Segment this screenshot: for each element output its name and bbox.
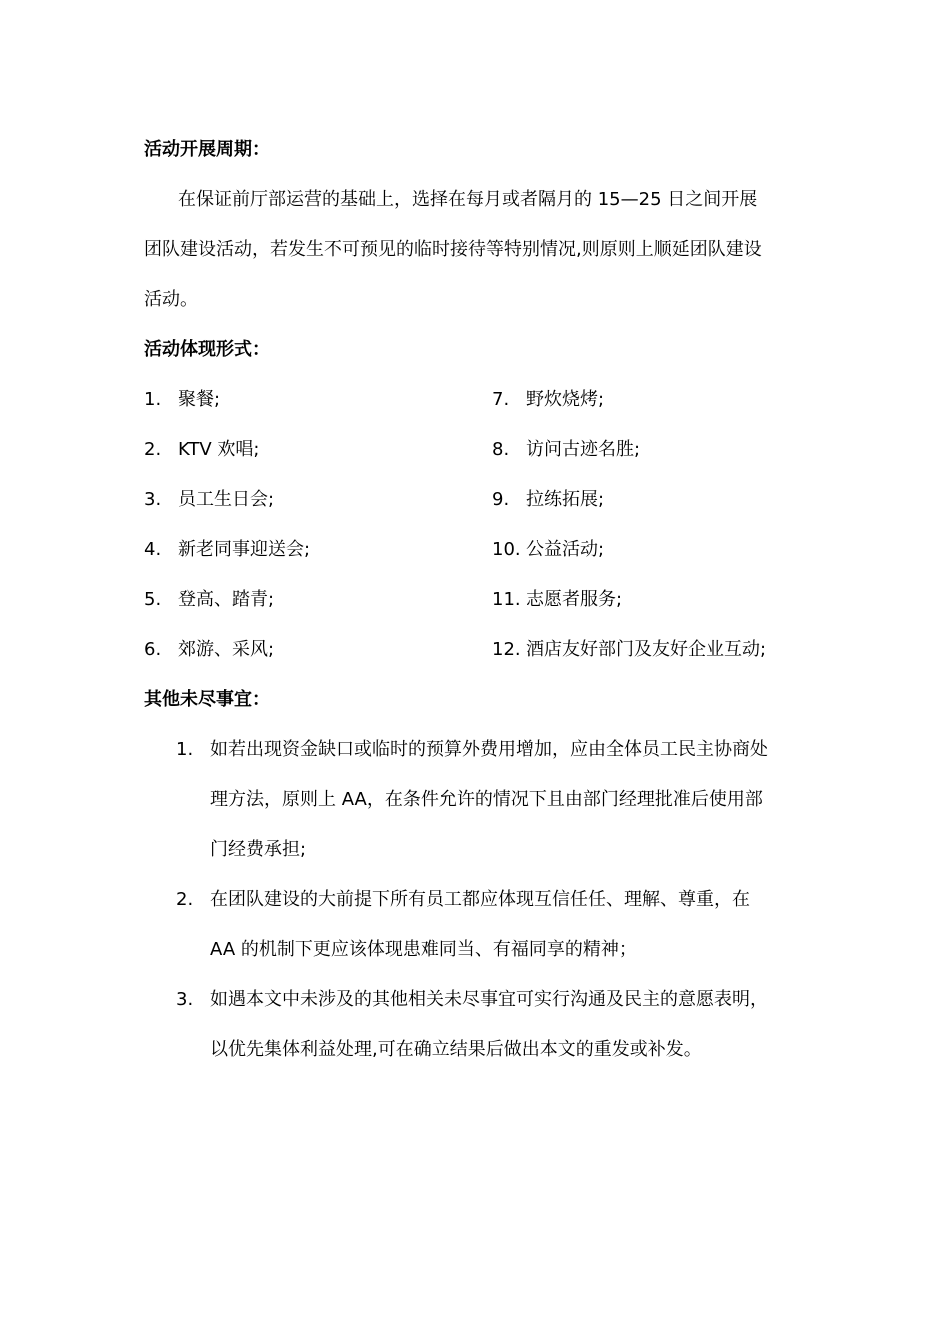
list-item: 郊游、采风; <box>178 639 275 660</box>
list-item: 野炊烧烤; <box>526 389 605 410</box>
list-number: 2. <box>144 439 162 460</box>
list-number: 3. <box>144 489 162 510</box>
paragraph-line: 活动。 <box>144 289 198 310</box>
list-item: 聚餐; <box>178 389 221 410</box>
list-item: 志愿者服务; <box>526 589 623 610</box>
list-item: 公益活动; <box>526 539 605 560</box>
list-number: 3. <box>176 989 194 1010</box>
paragraph-line: 在保证前厅部运营的基础上，选择在每月或者隔月的 15—25 日之间开展 <box>178 189 758 210</box>
list-number: 11. <box>492 589 521 610</box>
list-item-line: 如若出现资金缺口或临时的预算外费用增加，应由全体员工民主协商处 <box>210 739 768 760</box>
list-number: 10. <box>492 539 521 560</box>
list-item: KTV 欢唱; <box>178 439 260 460</box>
list-item: 酒店友好部门及友好企业互动; <box>526 639 767 660</box>
list-item: 登高、踏青; <box>178 589 275 610</box>
list-item: 拉练拓展; <box>526 489 605 510</box>
list-item: 新老同事迎送会; <box>178 539 311 560</box>
list-item: 访问古迹名胜; <box>526 439 641 460</box>
list-number: 12. <box>492 639 521 660</box>
section-heading-other: 其他未尽事宜： <box>144 689 270 710</box>
list-item-line: 在团队建设的大前提下所有员工都应体现互信任任、理解、尊重，在 <box>210 889 750 910</box>
list-number: 7. <box>492 389 510 410</box>
list-item-line: 理方法，原则上 AA，在条件允许的情况下且由部门经理批准后使用部 <box>210 789 763 810</box>
paragraph-line: 团队建设活动，若发生不可预见的临时接待等特别情况,则原则上顺延团队建设 <box>144 239 762 260</box>
list-number: 1. <box>176 739 194 760</box>
list-item-line: 以优先集体利益处理,可在确立结果后做出本文的重发或补发。 <box>210 1039 702 1060</box>
list-number: 4. <box>144 539 162 560</box>
list-item: 员工生日会; <box>178 489 275 510</box>
list-item-line: AA 的机制下更应该体现患难同当、有福同享的精神； <box>210 939 637 960</box>
list-number: 8. <box>492 439 510 460</box>
section-heading-forms: 活动体现形式： <box>144 339 270 360</box>
list-number: 2. <box>176 889 194 910</box>
list-item-line: 如遇本文中未涉及的其他相关未尽事宜可实行沟通及民主的意愿表明， <box>210 989 768 1010</box>
list-item-line: 门经费承担; <box>210 839 307 860</box>
list-number: 1. <box>144 389 162 410</box>
list-number: 6. <box>144 639 162 660</box>
list-number: 9. <box>492 489 510 510</box>
section-heading-period: 活动开展周期： <box>144 139 270 160</box>
list-number: 5. <box>144 589 162 610</box>
